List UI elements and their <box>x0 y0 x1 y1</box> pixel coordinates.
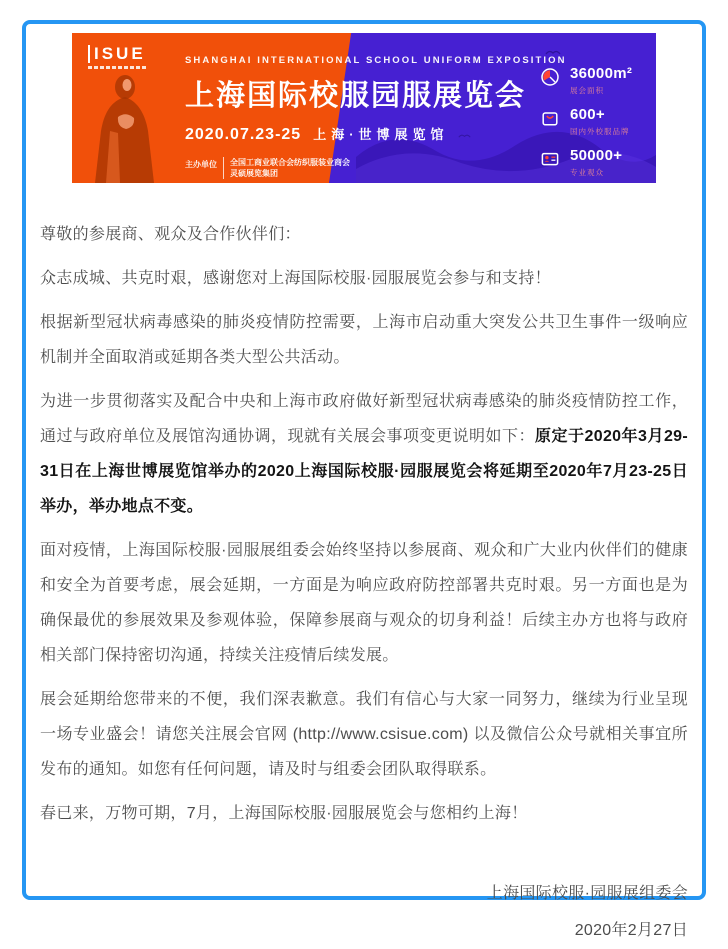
signature-block <box>26 875 702 949</box>
banner-english-title: SHANGHAI INTERNATIONAL SCHOOL UNIFORM EXPOSITION <box>185 55 567 66</box>
event-logo <box>88 45 146 69</box>
stat-value: 50000+ <box>570 147 623 164</box>
stat-label: 展会面积 <box>570 86 604 95</box>
paragraph: 面对疫情，上海国际校服·园服展组委会始终坚持以参展商、观众和广大业内伙伴们的健康和安全为首要考虑，展会延期，一方面是为响应政府防控部署共克时艰。另一方面也是为确保最优的参展效果及参观体验，保障参展商与观众的切身利益！后续主办方也将与政府相关部门保持密切沟通，持续关注疫情后续发展。 <box>40 542 688 664</box>
banner-dateline <box>185 124 567 144</box>
stat-label: 专业观众 <box>570 168 604 177</box>
globe-icon <box>540 67 560 87</box>
paragraph-with-highlight <box>40 384 688 524</box>
organizer-name: 全国工商业联合会纺织服装业商会 <box>230 158 350 167</box>
stat-value: 36000m² <box>570 65 633 82</box>
bag-icon <box>540 108 560 128</box>
organizer-name: 灵硕展览集团 <box>230 169 278 178</box>
logo-subtext-decoration <box>88 66 146 69</box>
paragraph: 众志成城、共克时艰，感谢您对上海国际校服·园服展览会参与和支持！ <box>40 270 551 287</box>
stat-brands <box>540 107 632 137</box>
logo-text: ISUE <box>88 45 146 63</box>
stat-value: 600+ <box>570 106 605 123</box>
banner-stats <box>540 66 632 189</box>
paragraph-text: 为进一步贯彻落实及配合中央和上海市政府做好新型冠状病毒感染的肺炎疫情防控工作，通过与政府单位及展馆沟通协调，现就有关展会事项变更说明如下： <box>40 393 688 445</box>
paragraph: 根据新型冠状病毒感染的肺炎疫情防控需要，上海市启动重大突发公共卫生事件一级响应机制并全面取消或延期各类大型公共活动。 <box>40 314 688 366</box>
salutation: 尊敬的参展商、观众及合作伙伴们： <box>40 226 301 243</box>
closing-paragraph: 春已来，万物可期，7月，上海国际校服·园服展览会与您相约上海！ <box>40 805 528 822</box>
announcement-letter <box>26 183 702 831</box>
signature-organization: 上海国际校服·园服展组委会 <box>486 885 688 902</box>
id-badge-icon <box>540 149 560 169</box>
organizer-row <box>185 157 567 179</box>
event-banner[interactable] <box>72 33 656 183</box>
organizer-label: 主办单位 <box>185 160 217 169</box>
postponement-notice-bold: 原定于2020年3月29-31日在上海世博展览馆举办的2020上海国际校服·园服展览会将延期至2020年7月23-25日举办，举办地点不变。 <box>40 428 688 515</box>
banner-chinese-title: 上海国际校服园服展览会 <box>185 80 527 112</box>
stat-visitors <box>540 148 632 178</box>
announcement-card <box>22 20 706 939</box>
divider <box>223 157 224 179</box>
event-dates: 2020.07.23-25 <box>185 126 302 143</box>
event-venue: 上海·世博展览馆 <box>313 127 449 142</box>
banner-titles <box>185 55 567 179</box>
stat-exhibition-area <box>540 66 632 96</box>
organizer-names <box>230 157 350 179</box>
signature-date: 2020年2月27日 <box>574 922 688 939</box>
confucius-statue-illustration <box>80 71 168 183</box>
paragraph-with-url: 展会延期给您带来的不便，我们深表歉意。我们有信心与大家一同努力，继续为行业呈现一场专业盛会！请您关注展会官网 (http://www.csisue.com) 以及微信公众号就相关事宜所发布的通知。如您有任何问题，请及时与组委会团队取得联系。 <box>40 691 688 778</box>
stat-label: 国内外校服品牌 <box>570 127 630 136</box>
